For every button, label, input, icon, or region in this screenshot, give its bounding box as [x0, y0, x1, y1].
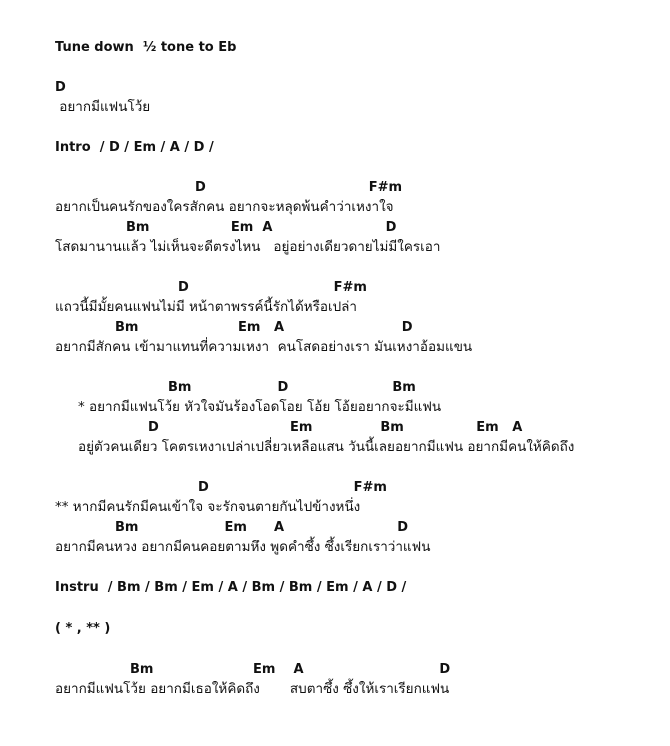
chorus2-chords-2: Bm Em A D [115, 520, 409, 535]
chorus1-lyric-2: อยู่ตัวคนเดียว โคตรเหงาเปล่าเปลี่ยวเหลือแสน วันนี้เลยอยากมีแฟน อยากมีคนให้คิดถึง [78, 439, 575, 455]
verse2-lyric-2: อยากมีสักคน เข้ามาแทนที่ความเหงา คนโสดอย่างเรา มันเหงาอ้อมแขน [55, 339, 473, 355]
verse1-chords-1: D F#m [195, 180, 403, 195]
verse1-lyric-2: โสดมานานแล้ว ไม่เห็นจะดีตรงไหน อยู่อย่างเดียวดายไม่มีใครเอา [55, 239, 441, 255]
verse2-chords-1: D F#m [178, 280, 367, 295]
verse1-chords-2: Bm Em A D [126, 220, 397, 235]
outro-lyric-1: อยากมีแฟนโว้ย อยากมีเธอให้คิดถึง สบตาซึ้ง ซึ้งให้เราเรียกแฟน [55, 681, 450, 697]
chorus2-lyric-2: อยากมีคนหวง อยากมีคนคอยตามหึง พูดคำซึ้ง ซึ้งเรียกเราว่าแฟน [55, 539, 431, 555]
song-title: อยากมีแฟนโว้ย [55, 99, 151, 115]
tuning-note: Tune down ½ tone to Eb [55, 40, 237, 55]
outro-chords-1: Bm Em A D [130, 662, 451, 677]
intro-chords: Intro / D / Em / A / D / [55, 140, 214, 155]
instrumental-chords: Instru / Bm / Bm / Em / A / Bm / Bm / Em / A / D / [55, 580, 407, 595]
chorus1-chords-1: Bm D Bm [168, 380, 416, 395]
chorus1-chords-2: D Em Bm Em A [148, 420, 523, 435]
song-key: D [55, 80, 66, 95]
verse2-chords-2: Bm Em A D [115, 320, 413, 335]
chorus2-chords-1: D F#m [198, 480, 387, 495]
chorus2-lyric-1: ** หากมีคนรักมีคนเข้าใจ จะรักจนตายกันไปข้างหนึ่ง [55, 499, 361, 515]
verse1-lyric-1: อยากเป็นคนรักของใครสักคน อยากจะหลุดพ้นคำว่าเหงาใจ [55, 199, 394, 215]
repeat-marker: ( * , ** ) [55, 621, 111, 636]
chorus1-lyric-1: * อยากมีแฟนโว้ย หัวใจมันร้องโอดโอย โอ้ย โอ้ยอยากจะมีแฟน [78, 399, 442, 415]
verse2-lyric-1: แถวนี้มีมั้ยคนแฟนไม่มี หน้าตาพรรค์นี้รักได้หรือเปล่า [55, 299, 358, 315]
